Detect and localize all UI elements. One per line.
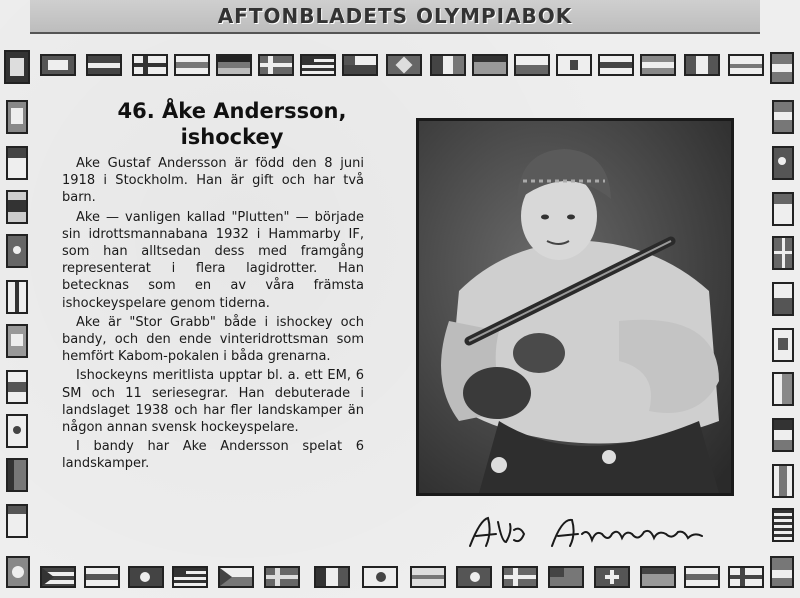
flag-icon [594, 566, 630, 588]
flag-icon [772, 192, 794, 226]
paragraph: Ake — vanligen kallad "Plutten" — började sin idrottsmannabana 1932 i Hammarby IF, som han alltsedan dess med framgång representerat i flera lagidrotter. Han betecknas som en av våra främsta ishockeyspelare genom tiderna. [62, 209, 364, 311]
article-heading: 46. Åke Andersson, [117, 99, 347, 123]
flag-icon [640, 54, 676, 76]
header-title: AFTONBLADETS OLYMPIABOK [217, 4, 573, 28]
flag-icon [772, 146, 794, 180]
flag-icon [772, 100, 794, 134]
flag-icon [770, 556, 794, 588]
article-body [62, 155, 364, 475]
flag-icon [6, 100, 28, 134]
flag-icon [386, 54, 422, 76]
flag-icon [728, 566, 764, 588]
flag-icon [772, 328, 794, 362]
article-title [102, 98, 362, 150]
flag-icon [556, 54, 592, 76]
flag-icon [456, 566, 492, 588]
flag-icon [514, 54, 550, 76]
flag-icon [258, 54, 294, 76]
flag-icon [548, 566, 584, 588]
flag-icon [6, 556, 30, 588]
flag-icon [728, 54, 764, 76]
flag-icon [40, 54, 76, 76]
flag-icon [174, 54, 210, 76]
flag-icon [6, 190, 28, 224]
flag-icon [772, 508, 794, 542]
flag-icon [410, 566, 446, 588]
paragraph: I bandy har Ake Andersson spelat 6 landskamper. [62, 439, 364, 472]
flag-icon [86, 54, 122, 76]
hockey-player-photo [416, 118, 734, 496]
flag-icon [264, 566, 300, 588]
flag-icon [640, 566, 676, 588]
flag-icon [430, 54, 466, 76]
flag-icon [772, 418, 794, 452]
flag-icon [172, 566, 208, 588]
flag-icon [598, 54, 634, 76]
flag-icon [6, 458, 28, 492]
flag-icon [472, 54, 508, 76]
flag-icon [132, 54, 168, 76]
flag-icon [772, 236, 794, 270]
article-subtitle: ishockey [180, 125, 284, 149]
paragraph: Ishockeyns meritlista upptar bl. a. ett EM, 6 SM och 11 seriesegrar. Han debuterade i landslaget 1938 och har fler landskamper än någon annan svensk hockeyspelare. [62, 368, 364, 436]
paragraph: Ake Gustaf Andersson är född den 8 juni 1918 i Stockholm. Han är gift och har två barn. [62, 156, 364, 206]
flag-icon [770, 52, 794, 84]
flag-icon [218, 566, 254, 588]
flag-icon [6, 234, 28, 268]
flag-icon [502, 566, 538, 588]
flag-icon [6, 146, 28, 180]
flag-icon [4, 50, 30, 84]
flag-icon [6, 280, 28, 314]
paragraph: Ake är "Stor Grabb" både i ishockey och bandy, och den ende vinteridrottsman som hemfört Kabom-pokalen i båda grenarna. [62, 314, 364, 365]
flag-icon [84, 566, 120, 588]
flag-icon [128, 566, 164, 588]
page-header [30, 0, 760, 34]
flag-icon [342, 54, 378, 76]
flag-icon [772, 372, 794, 406]
flag-icon [300, 54, 336, 76]
flag-icon [362, 566, 398, 588]
flag-icon [772, 282, 794, 316]
autograph-signature [462, 512, 722, 552]
flag-icon [6, 324, 28, 358]
signature-image [462, 512, 722, 552]
flag-icon [314, 566, 350, 588]
hockey-player-image [419, 121, 731, 493]
flag-icon [6, 370, 28, 404]
flag-icon [6, 414, 28, 448]
flag-icon [216, 54, 252, 76]
flag-icon [684, 566, 720, 588]
flag-icon [772, 464, 794, 498]
flag-icon [684, 54, 720, 76]
flag-icon [6, 504, 28, 538]
flag-icon [40, 566, 76, 588]
